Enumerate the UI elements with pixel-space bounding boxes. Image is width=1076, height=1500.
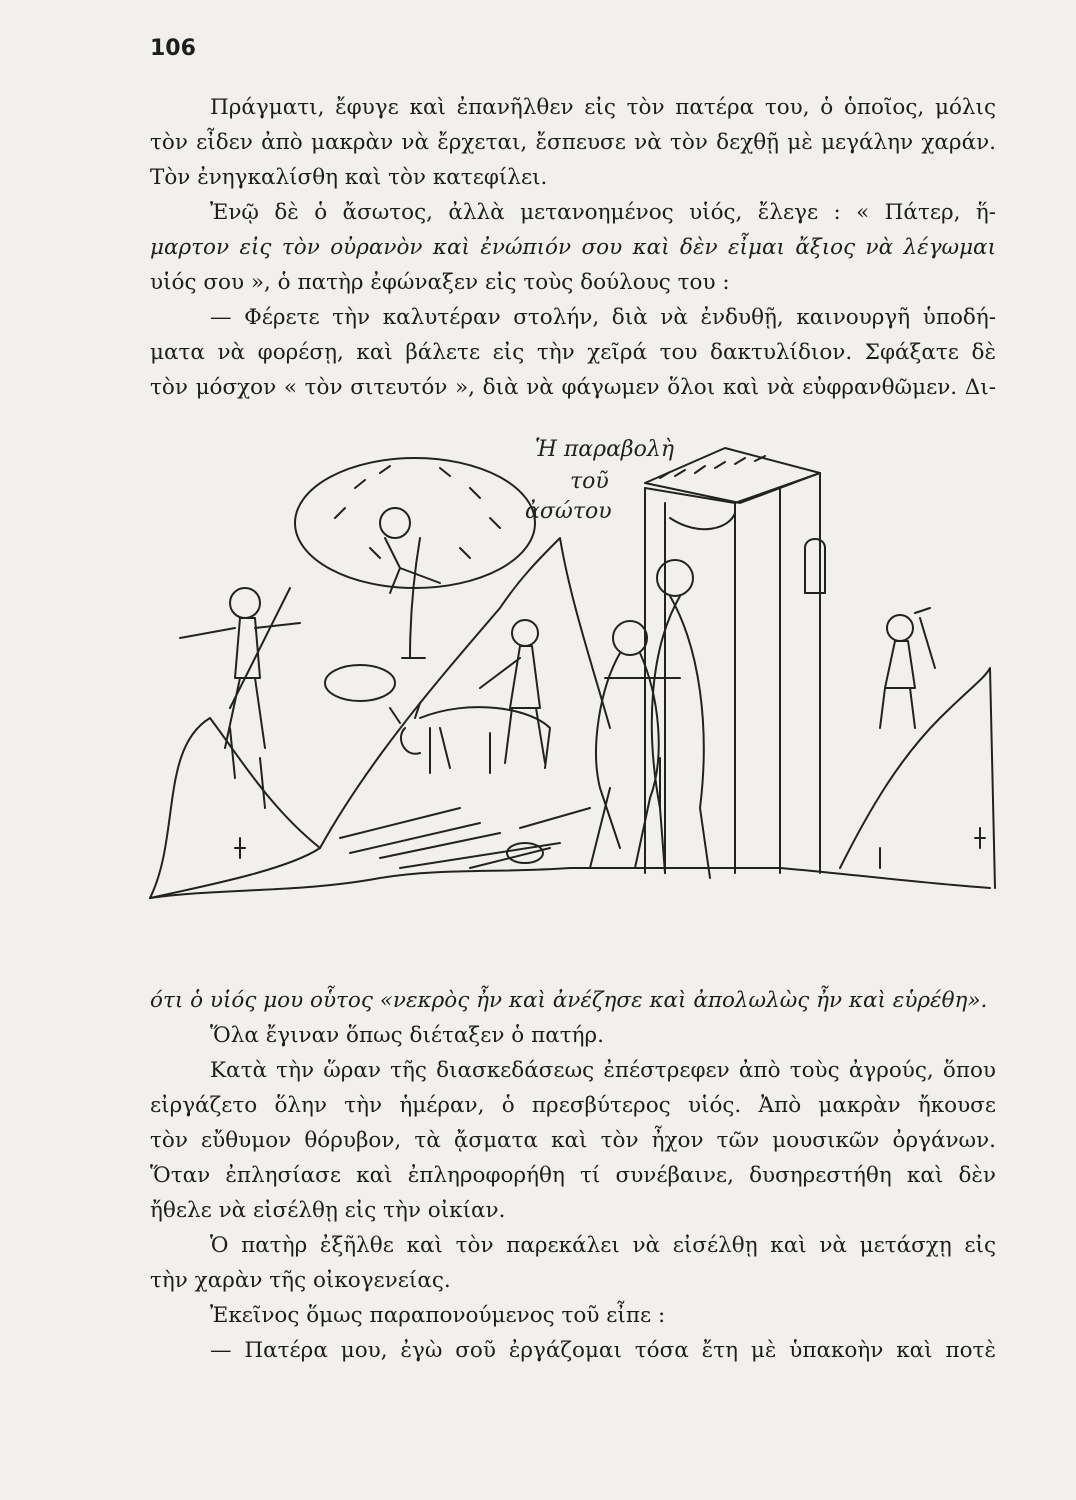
text-line: Πράγματι, ἔφυγε καὶ ἐπανῆλθεν εἰς τὸν πατέρα του, ὁ ὁποῖος, μόλις	[210, 95, 996, 120]
caption-line: τοῦ	[570, 469, 609, 494]
text-line: — Πατέρα μου, ἐγὼ σοῦ ἐργάζομαι τόσα ἔτη μὲ ὑπακοὴν καὶ ποτὲ	[210, 1338, 996, 1363]
text-line	[150, 230, 996, 265]
text-line: Τὸν ἐνηγκαλίσθη καὶ τὸν κατεφίλει.	[150, 165, 548, 190]
text-line: ματα νὰ φορέσῃ, καὶ βάλετε εἰς τὴν χεῖρά του δακτυλίδιον. Σφάξατε δὲ	[150, 340, 996, 365]
top-text-block	[150, 90, 996, 405]
page-number: 106	[150, 36, 196, 61]
text-line: τὴν χαρὰν τῆς οἰκογενείας.	[150, 1268, 451, 1293]
right-figure-head	[887, 615, 913, 641]
text-line: — Φέρετε τὴν καλυτέραν στολήν, διὰ νὰ ἐνδυθῇ, καινουργῆ ὑποδή-	[210, 305, 996, 330]
house-window	[805, 539, 825, 593]
left-hill	[150, 718, 320, 898]
illustration-caption	[525, 437, 681, 524]
father-body	[652, 596, 710, 878]
text-line: τὸν εἶδεν ἀπὸ μακρὰν νὰ ἔρχεται, ἔσπευσε νὰ τὸν δεχθῇ μὲ μεγάλην χαράν.	[150, 130, 996, 155]
text-line: Ὅταν ἐπλησίασε καὶ ἐπληροφορήθη τί συνέβαινε, δυσηρεστήθη καὶ δὲν	[150, 1163, 996, 1188]
son-body	[590, 653, 680, 868]
prodigal-son-illustration	[140, 428, 1000, 918]
quote-text: μαρτον εἰς τὸν οὐρανὸν καὶ ἐνώπιόν σου καὶ δὲν εἶμαι ἄξιος νὰ λέγωμαι	[150, 235, 996, 260]
text-line: Ὅλα ἔγιναν ὅπως διέταξεν ὁ πατήρ.	[210, 1023, 604, 1048]
text-line: Ἐνῷ δὲ ὁ ἄσωτος, ἀλλὰ μετανοημένος υἱός, ἔλεγε : « Πάτερ, ἥ-	[210, 200, 996, 225]
servant-head	[512, 620, 538, 646]
text-line: εἰργάζετο ὅλην τὴν ἡμέραν, ὁ πρεσβύτερος υἱός. Ἀπὸ μακρὰν ἤκουσε	[150, 1093, 996, 1118]
text-line: Ὁ πατὴρ ἐξῆλθε καὶ τὸν παρεκάλει νὰ εἰσέλθῃ καὶ νὰ μετάσχῃ εἰς	[210, 1233, 996, 1258]
text-line: τὸν μόσχον « τὸν σιτευτόν », διὰ νὰ φάγωμεν ὅλοι καὶ νὰ εὐφρανθῶμεν. Δι-	[150, 375, 996, 400]
middle-hill	[320, 538, 610, 848]
left-figure-head	[230, 588, 260, 618]
caption-line: ἀσώτου	[525, 499, 612, 524]
ground-line	[150, 868, 990, 898]
text-line: τὸν εὔθυμον θόρυβον, τὰ ᾄσματα καὶ τὸν ἦχον τῶν μουσικῶν ὀργάνων.	[150, 1128, 996, 1153]
text-line: Κατὰ τὴν ὥραν τῆς διασκεδάσεως ἐπέστρεφεν ἀπὸ τοὺς ἀγρούς, ὅπου	[210, 1058, 996, 1083]
text-line: υἱός σου », ὁ πατὴρ ἐφώναξεν εἰς τοὺς δούλους του :	[150, 270, 730, 295]
text-line: Ἐκεῖνος ὅμως παραπονούμενος τοῦ εἶπε :	[210, 1303, 666, 1328]
tree-trunk	[402, 538, 425, 658]
text-line: ἤθελε νὰ εἰσέλθῃ εἰς τὴν οἰκίαν.	[150, 1198, 506, 1223]
pig	[325, 665, 395, 701]
quote-text: ότι ὁ υἱός μου οὗτος «νεκρὸς ἦν καὶ ἀνέζησε καὶ ἀπολωλὼς ἦν καὶ εὑρέθη».	[150, 988, 988, 1013]
text-line	[150, 983, 996, 1018]
son-head	[613, 621, 647, 655]
fatted-calf	[390, 703, 550, 773]
bottom-text-block	[150, 983, 996, 1368]
right-hill	[840, 668, 995, 888]
house-front	[645, 473, 820, 873]
caption-line: Ἡ παραβολὴ	[535, 437, 675, 462]
house-curtain	[670, 513, 735, 628]
person-in-tree-head	[380, 508, 410, 538]
father-head	[657, 560, 693, 596]
